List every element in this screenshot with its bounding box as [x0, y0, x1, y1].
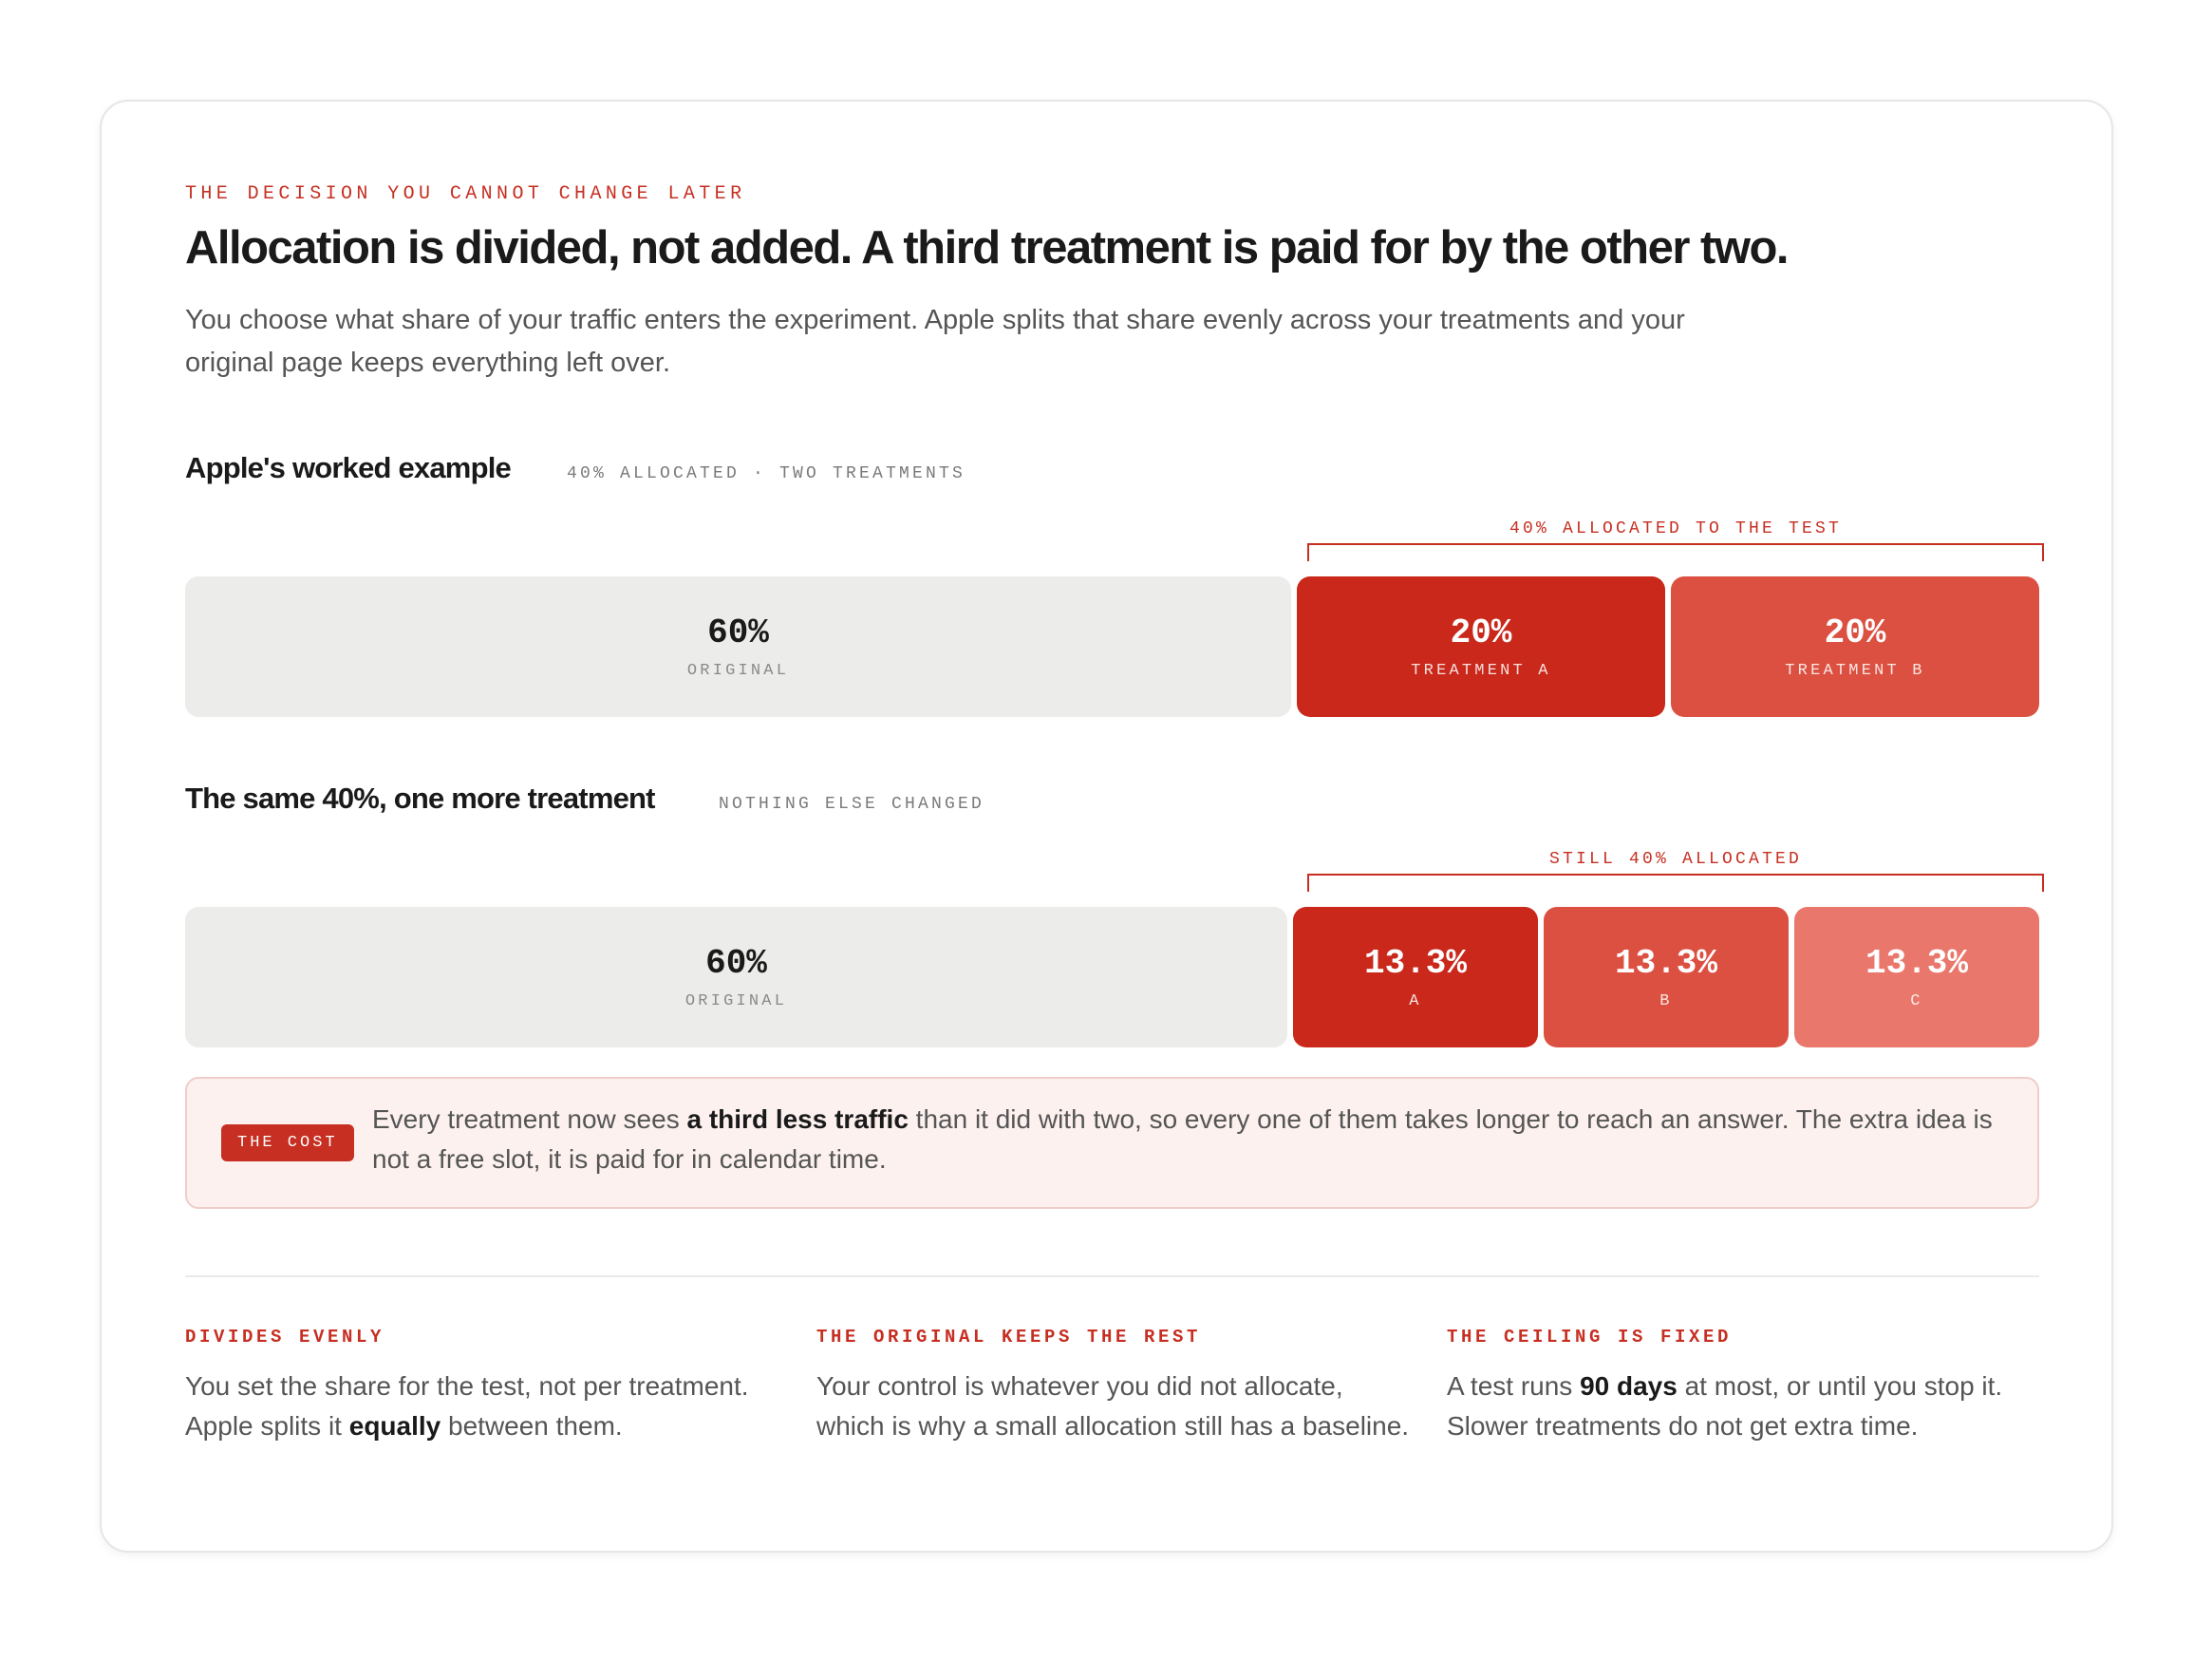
- segment-label: A: [1409, 991, 1422, 1010]
- cost-text: [372, 1100, 2005, 1179]
- example1-segment-original: [185, 576, 1291, 717]
- segment-value: 60%: [707, 613, 769, 652]
- column-body-text-end: at most, or until you stop it. Slower treatments do not get extra time.: [1447, 1371, 2003, 1441]
- example1-segment-treatment-a: [1297, 576, 1665, 717]
- example2-bracket: [1307, 874, 2044, 892]
- example1-bracket-label: 40% ALLOCATED TO THE TEST: [1509, 519, 1843, 538]
- column-body: [185, 1367, 783, 1446]
- example2-title: The same 40%, one more treatment: [185, 782, 655, 815]
- column-divides-evenly: [185, 1327, 783, 1446]
- cost-text-before: Every treatment now sees: [372, 1104, 687, 1134]
- column-body-text-end: between them.: [441, 1411, 623, 1441]
- segment-label: TREATMENT A: [1411, 661, 1551, 680]
- example2-segment-a: [1293, 907, 1538, 1047]
- example2-bracket-label: STILL 40% ALLOCATED: [1548, 850, 1803, 869]
- example1-segment-treatment-b: [1671, 576, 2039, 717]
- example1-bracket: [1307, 543, 2044, 561]
- column-body-text: You set the share for the test, not per treatment. Apple splits it: [185, 1371, 749, 1441]
- column-heading: THE ORIGINAL KEEPS THE REST: [816, 1327, 1202, 1348]
- allocation-card: [100, 100, 2113, 1553]
- segment-value: 13.3%: [1865, 943, 1969, 983]
- lede-paragraph: You choose what share of your traffic enters the experiment. Apple splits that share evenly across your treatments and your original page keeps everything left over.: [185, 305, 1685, 378]
- page-title: Allocation is divided, not added. A third treatment is paid for by the other two.: [185, 222, 1788, 273]
- example1-title: Apple's worked example: [185, 451, 511, 484]
- example1-allocation-bar: [185, 576, 2039, 717]
- column-body-text: A test runs: [1447, 1371, 1581, 1401]
- column-body-emphasis: 90 days: [1580, 1371, 1678, 1401]
- segment-label: ORIGINAL: [684, 991, 788, 1010]
- column-ceiling-fixed: [1447, 1327, 2045, 1446]
- example1-meta: 40% ALLOCATED · TWO TREATMENTS: [567, 464, 966, 483]
- example2-segment-c: [1794, 907, 2039, 1047]
- cost-text-after: than it did with two, so every one of them takes longer to reach an answer. The extra idea is not a free slot, it is paid for in calendar time.: [372, 1104, 1993, 1174]
- column-body: [816, 1367, 1415, 1446]
- segment-label: B: [1659, 991, 1673, 1010]
- example2-meta: NOTHING ELSE CHANGED: [719, 795, 985, 814]
- segment-label: TREATMENT B: [1785, 661, 1925, 680]
- segment-value: 13.3%: [1614, 943, 1718, 983]
- segment-value: 20%: [1824, 613, 1886, 652]
- cost-badge: THE COST: [221, 1124, 354, 1161]
- cost-callout: [185, 1077, 2039, 1209]
- column-original-keeps-rest: [816, 1327, 1415, 1446]
- column-body: [1447, 1367, 2045, 1446]
- column-body-text: Your control is whatever you did not allocate, which is why a small allocation still has a baseline.: [816, 1371, 1410, 1441]
- section-divider: [185, 1275, 2039, 1277]
- segment-label: ORIGINAL: [686, 661, 790, 680]
- eyebrow: THE DECISION YOU CANNOT CHANGE LATER: [185, 183, 746, 205]
- column-heading: DIVIDES EVENLY: [185, 1327, 385, 1348]
- column-heading: THE CEILING IS FIXED: [1447, 1327, 1733, 1348]
- segment-value: 60%: [705, 943, 767, 983]
- example2-allocation-bar: [185, 907, 2039, 1047]
- segment-label: C: [1910, 991, 1923, 1010]
- column-body-emphasis: equally: [348, 1411, 441, 1441]
- cost-text-emphasis: a third less traffic: [686, 1104, 909, 1134]
- segment-value: 13.3%: [1363, 943, 1468, 983]
- example2-segment-original: [185, 907, 1287, 1047]
- segment-value: 20%: [1450, 613, 1512, 652]
- example2-segment-b: [1544, 907, 1789, 1047]
